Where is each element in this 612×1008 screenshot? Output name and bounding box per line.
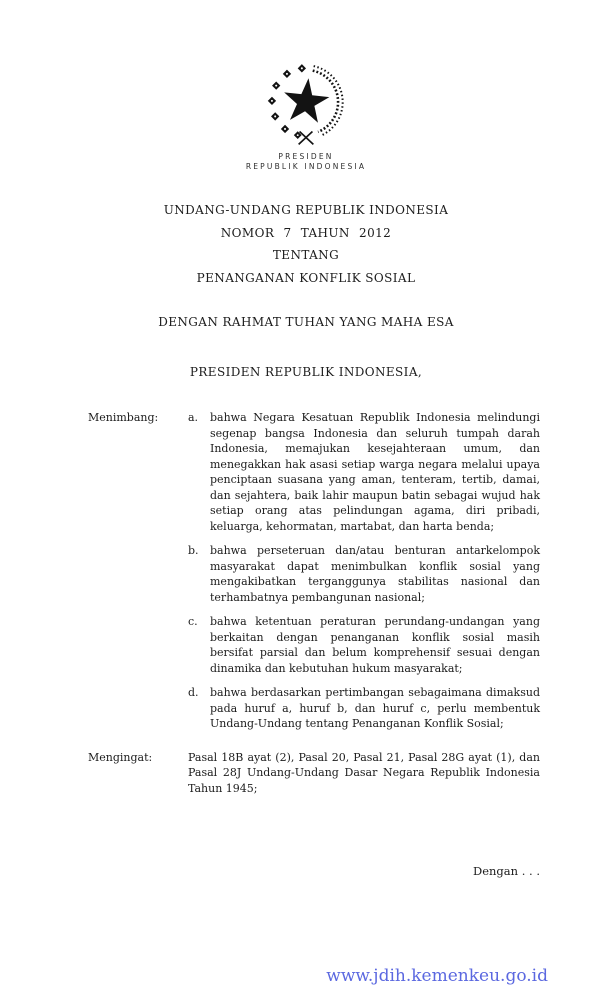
crossed-stems (299, 132, 314, 145)
law-subject-line: PENANGANAN KONFLIK SOSIAL (196, 270, 416, 285)
item-marker: b. (188, 544, 199, 557)
considering-item-b (188, 543, 540, 605)
item-text: bahwa ketentuan peraturan perundang-undangan yang berkaitan dengan penanganan konflik sosial masih bersifat parsial dan belum komprehensif sesuai dengan dinamika dan kebutuhan hukum masyarakat; (210, 615, 540, 675)
recalling-label: Mengingat: (88, 750, 153, 764)
authority-line: PRESIDEN REPUBLIK INDONESIA, (189, 365, 423, 379)
recalling-text: Pasal 18B ayat (2), Pasal 20, Pasal 21, Pasal 28G ayat (1), dan Pasal 28J Undang-Undang Dasar Negara Republik Indonesia Tahun 1945; (188, 750, 540, 795)
considering-item-c (188, 614, 540, 676)
item-text: bahwa berdasarkan pertimbangan sebagaimana dimaksud pada huruf a, huruf b, dan huruf c, perlu membentuk Undang-Undang tentang Penanganan Konflik Sosial; (210, 686, 540, 730)
item-marker: d. (188, 686, 199, 699)
law-title-line: UNDANG-UNDANG REPUBLIK INDONESIA (163, 203, 449, 217)
footer-website-link[interactable]: www.jdih.kemenkeu.go.id (326, 966, 548, 986)
item-marker: c. (188, 615, 198, 628)
recalling-section (88, 750, 540, 797)
page-continuation-marker: Dengan . . . (473, 864, 540, 878)
invocation-line: DENGAN RAHMAT TUHAN YANG MAHA ESA (158, 315, 454, 329)
emblem-caption (0, 152, 612, 172)
star-wreath-emblem-icon (258, 57, 354, 149)
emblem-caption-line1: PRESIDEN (278, 152, 334, 161)
considering-section (88, 410, 540, 741)
star-icon (281, 76, 331, 124)
law-number-line: NOMOR 7 TAHUN 2012 (220, 225, 392, 240)
considering-item-d (188, 685, 540, 732)
item-text: bahwa perseteruan dan/atau benturan antarkelompok masyarakat dapat menimbulkan konflik sosial yang mengakibatkan terganggunya stabilitas nasional dan terhambatnya pembangunan nasional; (210, 544, 540, 604)
emblem-caption-line2: REPUBLIK INDONESIA (245, 162, 367, 171)
preamble-body (88, 410, 540, 796)
item-marker: a. (188, 411, 199, 424)
considering-label: Menimbang: (88, 411, 159, 424)
considering-items (188, 410, 540, 741)
item-text: bahwa Negara Kesatuan Republik Indonesia melindungi segenap bangsa Indonesia dan seluruh tumpah darah Indonesia, memajukan kesejahteraan umum, dan menegakkan hak asasi setiap warga negara melalui upaya penciptaan suasana yang aman, tenteram, tertib, damai, dan sejahtera, baik lahir maupun batin sebagai wujud hak setiap orang atas pelindungan agama, diri pribadi, keluarga, kehormatan, martabat, dan harta benda; (210, 411, 540, 533)
tentang-label: TENTANG (272, 248, 340, 263)
law-title-block (0, 199, 612, 289)
considering-item-a (188, 410, 540, 534)
